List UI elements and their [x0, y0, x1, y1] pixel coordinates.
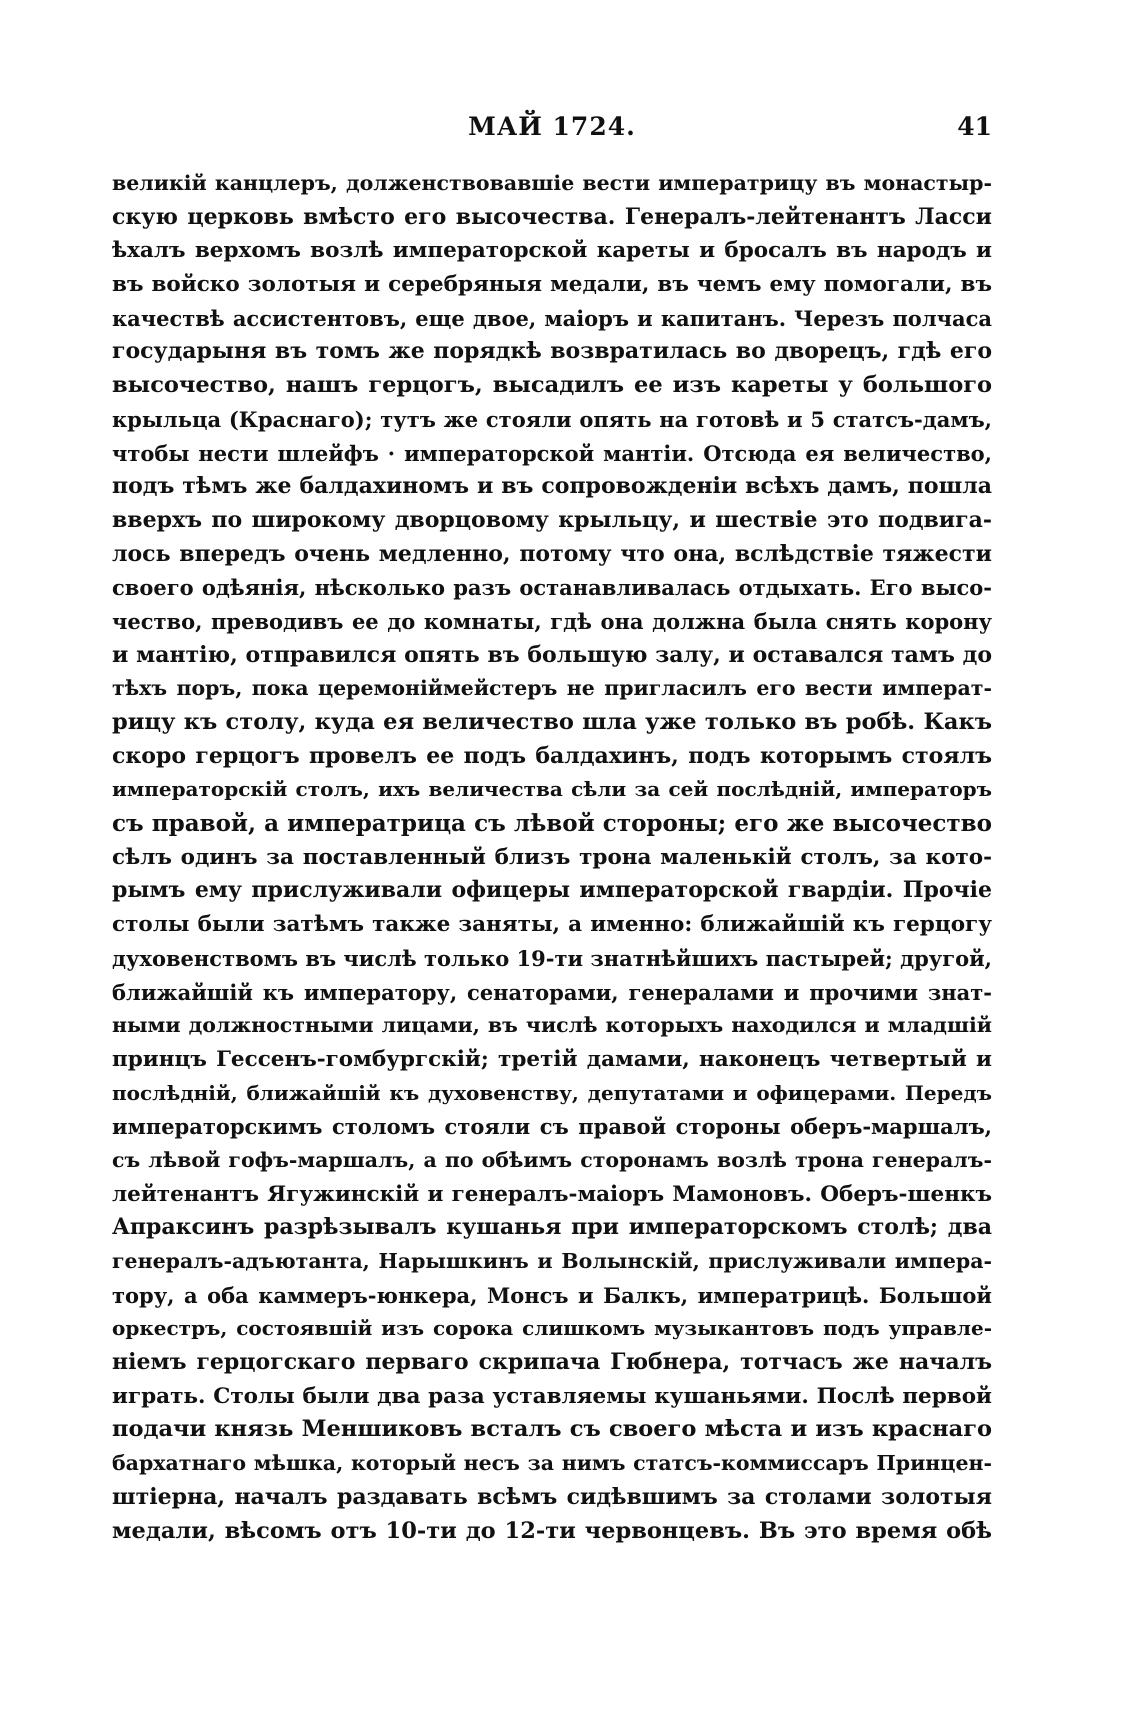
text-line: скоро герцогъ провелъ ее подъ балдахинъ, подъ которымъ стоялъ	[112, 742, 992, 769]
text-line: ными должностными лицами, въ числѣ которыхъ находился и младшій	[112, 1013, 992, 1038]
text-line: качествѣ ассистентовъ, еще двое, маіоръ и капитанъ. Черезъ полчаса	[112, 305, 992, 331]
text-line: оркестръ, состоявшій изъ сорока слишкомъ музыкантовъ подъ управле-	[112, 1316, 992, 1341]
text-line: тѣхъ поръ, пока церемоніймейстеръ не пригласилъ его вести императ-	[112, 676, 992, 701]
text-line: медали, вѣсомъ отъ 10-ти до 12-ти червонцевъ. Въ это время обѣ	[112, 1517, 992, 1544]
text-line: рицу къ столу, куда ея величество шла уже только въ робѣ. Какъ	[112, 709, 992, 735]
text-line: императорскимъ столомъ стояли съ правой стороны оберъ-маршалъ,	[112, 1114, 992, 1140]
text-line: ѣхалъ верхомъ возлѣ императорской кареты и бросалъ въ народъ и	[112, 238, 992, 264]
text-line: штіерна, началъ раздавать всѣмъ сидѣвшимъ за столами золотыя	[112, 1483, 992, 1510]
text-line: съ правой, а императрица съ лѣвой стороны; его же высочество	[112, 810, 992, 838]
running-head	[112, 112, 992, 152]
text-line: тору, а оба каммеръ-юнкера, Монсъ и Балкъ, императрицѣ. Большой	[112, 1282, 992, 1308]
text-line: въ войско золотыя и серебряныя медали, въ чемъ ему помогали, въ	[112, 272, 992, 298]
text-line: духовенствомъ въ числѣ только 19-ти знатнѣйшихъ пастырей; другой,	[112, 945, 992, 971]
text-line: скую церковь вмѣсто его высочества. Генералъ-лейтенантъ Ласси	[112, 203, 992, 230]
text-line: столы были затѣмъ также заняты, а именно: ближайшій къ герцогу	[112, 912, 992, 938]
text-line: лось впередъ очень медленно, потому что она, вслѣдствіе тяжести	[112, 540, 992, 567]
text-line: бархатнаго мѣшка, который несъ за нимъ статсъ-коммиссаръ Принцен-	[112, 1451, 992, 1476]
running-title: МАЙ 1724.	[468, 112, 636, 141]
text-line: ближайшій къ императору, сенаторами, генералами и прочими знат-	[112, 979, 992, 1005]
text-line: высочество, нашъ герцогъ, высадилъ ее изъ кареты у большого	[112, 372, 992, 399]
text-line: играть. Столы были два раза уставляемы кушаньями. Послѣ первой	[112, 1383, 992, 1409]
text-line: принцъ Гессенъ-гомбургскій; третій дамами, наконецъ четвертый и	[112, 1046, 992, 1072]
text-line: ніемъ герцогскаго перваго скрипача Гюбнера, тотчасъ же началъ	[112, 1349, 992, 1376]
text-line: подъ тѣмъ же балдахиномъ и въ сопровожденіи всѣхъ дамъ, пошла	[112, 473, 992, 500]
text-line: послѣдній, ближайшій къ духовенству, депутатами и офицерами. Передъ	[112, 1080, 992, 1105]
text-line: вверхъ по широкому дворцовому крыльцу, и шествіе это подвига-	[112, 506, 992, 533]
text-line: сѣлъ одинъ за поставленный близъ трона маленькій столъ, за кото-	[112, 844, 992, 870]
text-line: чтобы нести шлейфъ · императорской мантіи. Отсюда ея величество,	[112, 440, 992, 466]
text-line: крыльца (Краснаго); тутъ же стояли опять на готовѣ и 5 статсъ-дамъ,	[112, 406, 992, 432]
text-line: генералъ-адъютанта, Нарышкинъ и Волынскій, прислуживали импера-	[112, 1249, 992, 1273]
text-line: государыня въ томъ же порядкѣ возвратилась во дворецъ, гдѣ его	[112, 338, 992, 365]
text-line: и мантію, отправился опять въ большую залу, и оставался тамъ до	[112, 641, 992, 668]
text-line: императорскій столъ, ихъ величества сѣли за сей послѣдній, императоръ	[112, 777, 992, 802]
body-text	[112, 167, 992, 1548]
text-line: великій канцлеръ, долженствовавшіе вести императрицу въ монастыр-	[112, 171, 992, 195]
text-line: лейтенантъ Ягужинскій и генералъ-маіоръ Мамоновъ. Оберъ-шенкъ	[112, 1181, 992, 1207]
text-line: рымъ ему прислуживали офицеры императорской гвардіи. Прочіе	[112, 877, 992, 904]
text-line: чество, преводивъ ее до комнаты, гдѣ она должна была снять корону	[112, 608, 992, 634]
text-line: съ лѣвой гофъ-маршалъ, а по обѣимъ сторонамъ возлѣ трона генералъ-	[112, 1147, 992, 1172]
page-number: 41	[957, 112, 992, 141]
text-line: подачи князь Меншиковъ всталъ съ своего мѣста и изъ краснаго	[112, 1416, 992, 1443]
text-line: Апраксинъ разрѣзывалъ кушанья при императорскомъ столѣ; два	[112, 1214, 992, 1241]
text-line: своего одѣянія, нѣсколько разъ останавливалась отдыхать. Его высо-	[112, 575, 992, 601]
